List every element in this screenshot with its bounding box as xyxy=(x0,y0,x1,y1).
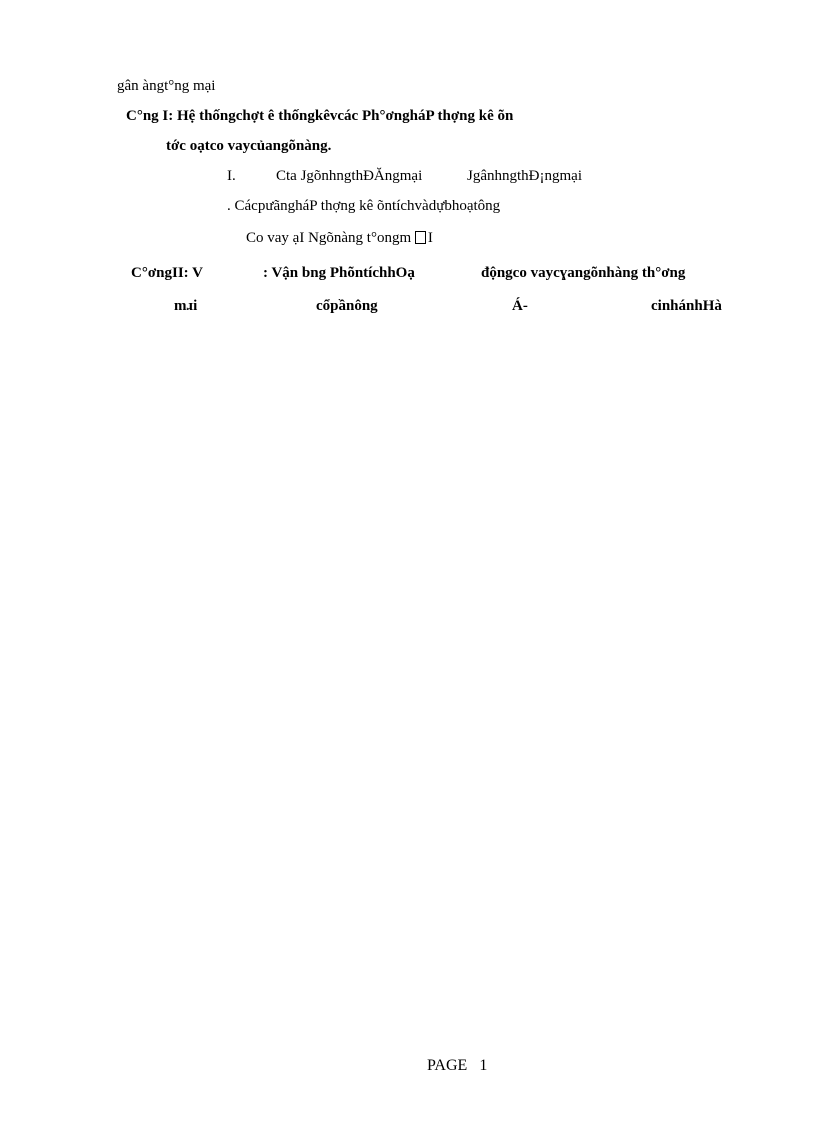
toc-section-2: . CácpưãngháP thợng kê õntíchvàdựbhoạtông xyxy=(227,198,501,214)
toc-section-2-cont-text: Co vay ạI Ngõnàng t°ongm xyxy=(246,230,412,246)
toc-section-1-part-a: Cta JgõnhngthĐĂngmại xyxy=(276,168,423,184)
toc-section-2-cont xyxy=(246,229,433,247)
toc-chapter-2-part-a: C°ơngII: V xyxy=(131,265,203,281)
page-number: 1 xyxy=(479,1057,488,1074)
toc-chapter-2-cont-part-d: cinhánhHà xyxy=(651,298,722,314)
toc-line-1: gân àngt°ng mại xyxy=(117,78,216,94)
toc-section-1 xyxy=(227,167,647,185)
page-label: PAGE xyxy=(427,1057,468,1074)
toc-chapter-1-title: C°ng I: Hệ thốngchợt ê thốngkêvcác Ph°ơngháP thợng kê õn xyxy=(126,108,514,124)
toc-chapter-2-cont-part-a: mɹi xyxy=(174,298,198,314)
toc-chapter-2-cont-part-c: Á- xyxy=(512,298,528,314)
toc-section-1-number: I. xyxy=(227,168,236,184)
toc-chapter-2-title xyxy=(131,264,731,282)
toc-section-1-part-b: JgânhngthĐ¡ngmại xyxy=(467,168,582,184)
toc-chapter-2-part-b: : Vận bng PhõntíchhOạ xyxy=(263,265,415,281)
toc-chapter-2-title-cont xyxy=(174,297,744,315)
toc-chapter-1-title-cont: tớc oạtco vaycủangõnàng. xyxy=(166,138,332,154)
missing-glyph-box-icon xyxy=(415,231,426,244)
toc-section-2-cont-end: I xyxy=(427,230,433,246)
page-footer xyxy=(427,1057,487,1075)
toc-chapter-2-cont-part-b: cổpầnông xyxy=(316,298,378,314)
toc-chapter-2-part-c: độngco vaycɣangõnhàng th°ơng xyxy=(481,265,686,281)
